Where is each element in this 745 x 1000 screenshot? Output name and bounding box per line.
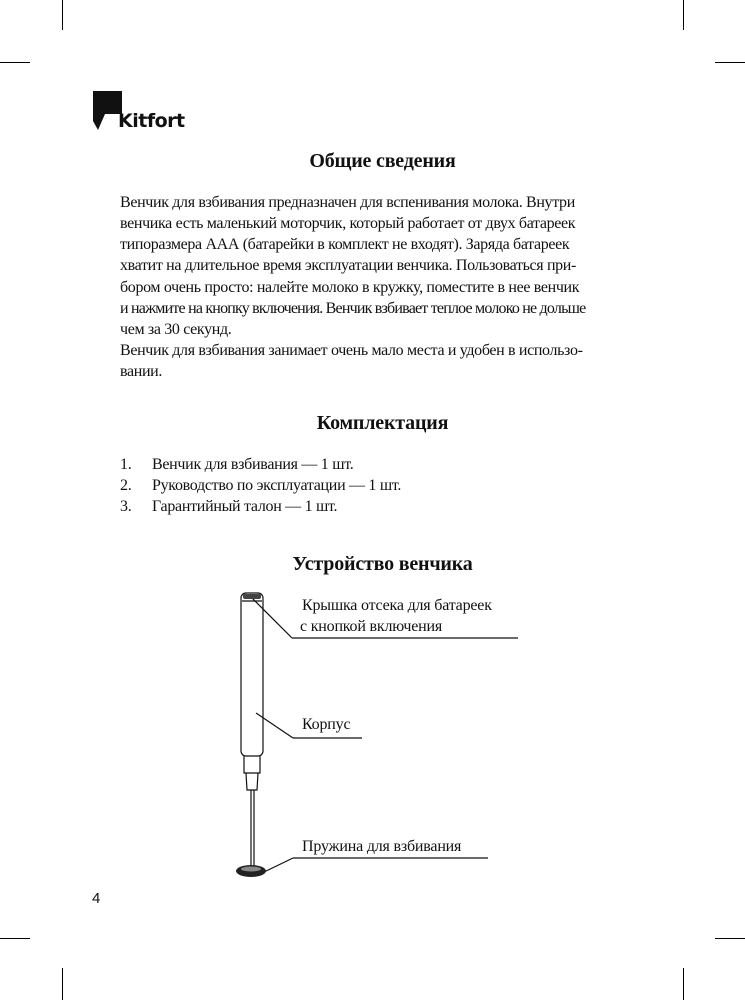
page-number: 4 [92, 890, 101, 907]
paragraph-line: венчика есть маленький моторчик, который работает от двух батареек [120, 215, 576, 232]
list-item: Руководство по эксплуатации — 1 шт. [152, 477, 402, 494]
paragraph-line: и нажмите на кнопку включения. Венчик взбивает теплое молоко не дольше [120, 300, 586, 317]
list-item: Венчик для взбивания — 1 шт. [152, 456, 354, 473]
list-number: 2. [120, 477, 132, 494]
label-body: Корпус [302, 716, 351, 733]
paragraph-line: хватит на длительное время эксплуатации венчика. Пользоваться при- [120, 257, 577, 274]
paragraph-line: чем за 30 секунд. [120, 321, 232, 338]
section-title-contents: Комплектация [316, 412, 449, 434]
list-item: Гарантийный талон — 1 шт. [152, 498, 338, 515]
list-number: 3. [120, 498, 132, 515]
brand-name: Kitfort [118, 110, 185, 132]
label-cap-line2: с кнопкой включения [300, 618, 443, 635]
paragraph-line: бором очень просто: налейте молоко в кружку, поместите в нее венчик [120, 279, 580, 296]
list-number: 1. [120, 456, 132, 473]
paragraph-line: типоразмера ААА (батарейки в комплект не входят). Заряда батареек [120, 236, 570, 253]
label-spring: Пружина для взбивания [302, 838, 462, 855]
paragraph-line: вании. [120, 363, 163, 380]
label-cap-line1: Крышка отсека для батареек [302, 597, 492, 614]
section-title-device: Устройство венчика [292, 553, 473, 575]
paragraph-line: Венчик для взбивания предназначен для вспенивания молока. Внутри [120, 194, 575, 211]
section-title-general: Общие сведения [309, 150, 456, 172]
paragraph-line: Венчик для взбивания занимает очень мало места и удобен в использо- [120, 342, 583, 359]
